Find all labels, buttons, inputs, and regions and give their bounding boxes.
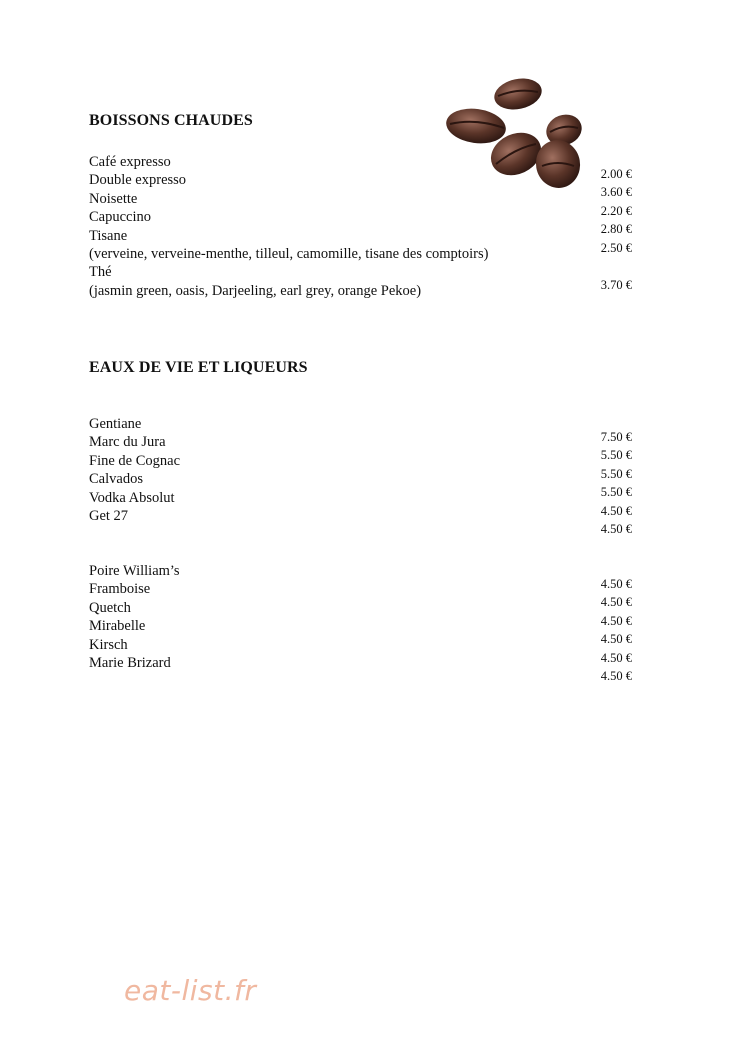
price: 2.00 €	[600, 167, 632, 181]
spirits-prices-2	[601, 575, 632, 685]
price: 4.50 €	[600, 613, 632, 628]
list-item: (verveine, verveine-menthe, tilleul, camomille, tisane des comptoirs)	[89, 245, 489, 262]
price: 4.50 €	[600, 668, 632, 683]
list-item: Kirsch	[89, 636, 128, 653]
watermark: eat-list.fr	[124, 974, 257, 1007]
section-title-hot-drinks: BOISSONS CHAUDES	[89, 112, 253, 129]
price: 2.20 €	[600, 203, 632, 218]
list-item: Get 27	[89, 507, 129, 524]
list-item: Noisette	[89, 190, 138, 207]
list-item: Capuccino	[89, 209, 152, 226]
price: 2.50 €	[600, 240, 632, 255]
hot-drinks-prices-the	[601, 276, 632, 294]
list-item: Thé	[89, 264, 112, 281]
price: 5.50 €	[600, 448, 632, 463]
price: 4.50 €	[600, 521, 632, 536]
list-item: Double expresso	[89, 172, 187, 189]
price: 5.50 €	[600, 466, 632, 481]
hot-drinks-prices	[601, 165, 632, 257]
hot-drinks-list	[89, 153, 488, 300]
price: 4.50 €	[600, 503, 632, 518]
section-title-spirits: EAUX DE VIE ET LIQUEURS	[89, 359, 308, 376]
list-item: Marc du Jura	[89, 434, 166, 451]
price: 2.80 €	[600, 222, 632, 237]
list-item: Framboise	[89, 581, 151, 598]
list-item: Calvados	[89, 471, 143, 488]
price: 4.50 €	[600, 595, 632, 610]
price: 3.70 €	[600, 278, 632, 292]
spirits-list-1	[89, 415, 180, 525]
price: 4.50 €	[600, 650, 632, 665]
list-item: Quetch	[89, 599, 131, 616]
list-item: Fine de Cognac	[89, 452, 181, 469]
price: 3.60 €	[600, 185, 632, 200]
list-item: Marie Brizard	[89, 654, 171, 671]
price: 7.50 €	[600, 430, 632, 444]
spirits-list-2	[89, 562, 180, 672]
price: 5.50 €	[600, 485, 632, 500]
list-item: Poire William’s	[89, 563, 180, 579]
spirits-prices-1	[601, 428, 632, 538]
list-item: Vodka Absolut	[89, 489, 175, 506]
list-item: Tisane	[89, 227, 128, 244]
list-item: Mirabelle	[89, 618, 146, 635]
list-item: (jasmin green, oasis, Darjeeling, earl grey, orange Pekoe)	[89, 282, 422, 299]
price: 4.50 €	[600, 632, 632, 647]
list-item: Gentiane	[89, 416, 142, 432]
price: 4.50 €	[600, 577, 632, 591]
list-item: Café expresso	[89, 154, 171, 170]
